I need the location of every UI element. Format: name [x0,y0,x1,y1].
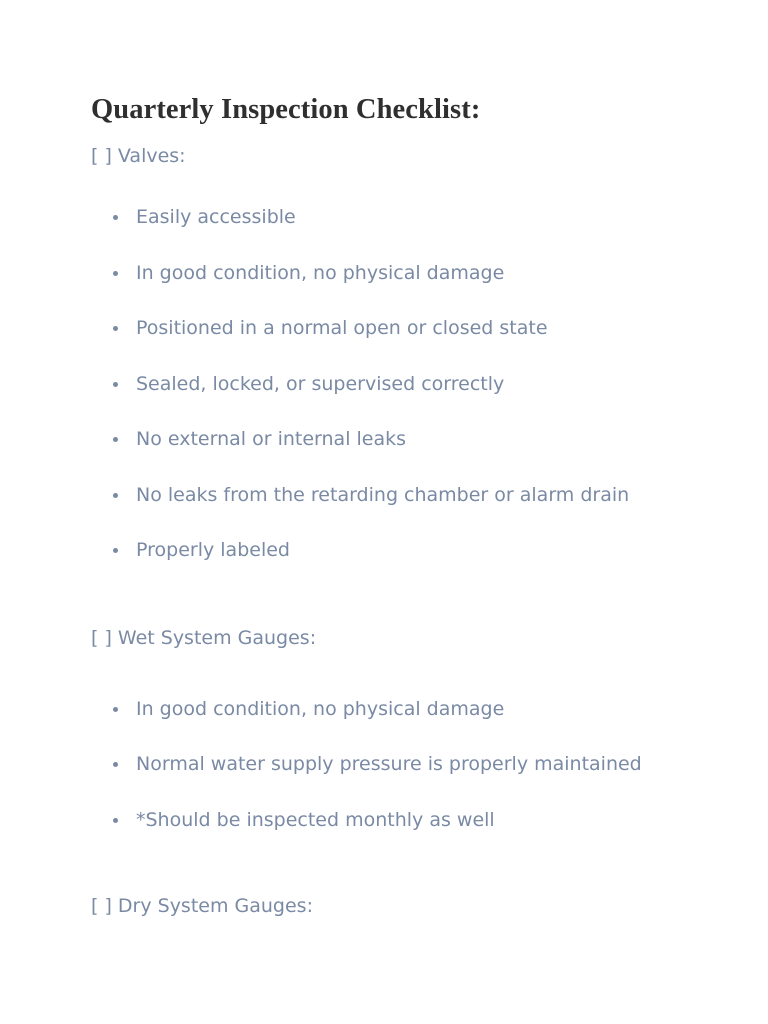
valves-checklist [91,205,768,594]
bullet-icon [113,437,118,442]
list-item-text: Positioned in a normal open or closed state [136,317,548,339]
bullet-icon [113,818,118,823]
list-item-text: Normal water supply pressure is properly maintained [136,753,642,775]
list-item [91,427,768,483]
list-item [91,697,768,753]
list-item-text: In good condition, no physical damage [136,261,505,284]
list-item [91,372,768,428]
bullet-icon [113,493,118,498]
list-item-text: Easily accessible [136,206,296,228]
bullet-icon [113,707,118,712]
section-label-valves: [ ] Valves: [91,145,186,167]
list-item-text: Sealed, locked, or supervised correctly [136,372,505,395]
wet-system-gauges-checklist [91,697,768,864]
section-label-dry-system-gauges: [ ] Dry System Gauges: [91,895,313,917]
bullet-icon [113,548,118,553]
list-item-text: Properly labeled [136,539,290,561]
list-item [91,808,768,864]
list-item [91,316,768,372]
bullet-icon [113,326,118,331]
section-label-wet-system-gauges: [ ] Wet System Gauges: [91,626,317,649]
page-title: Quarterly Inspection Checklist: [91,94,481,125]
list-item [91,261,768,317]
bullet-icon [113,271,118,276]
list-item [91,483,768,539]
list-item-text: *Should be inspected monthly as well [136,808,495,831]
list-item-text: No external or internal leaks [136,428,407,450]
list-item [91,205,768,261]
bullet-icon [113,215,118,220]
list-item-text: No leaks from the retarding chamber or alarm drain [136,483,630,506]
list-item [91,538,768,594]
list-item-text: In good condition, no physical damage [136,697,505,720]
bullet-icon [113,762,118,767]
bullet-icon [113,382,118,387]
list-item [91,752,768,808]
